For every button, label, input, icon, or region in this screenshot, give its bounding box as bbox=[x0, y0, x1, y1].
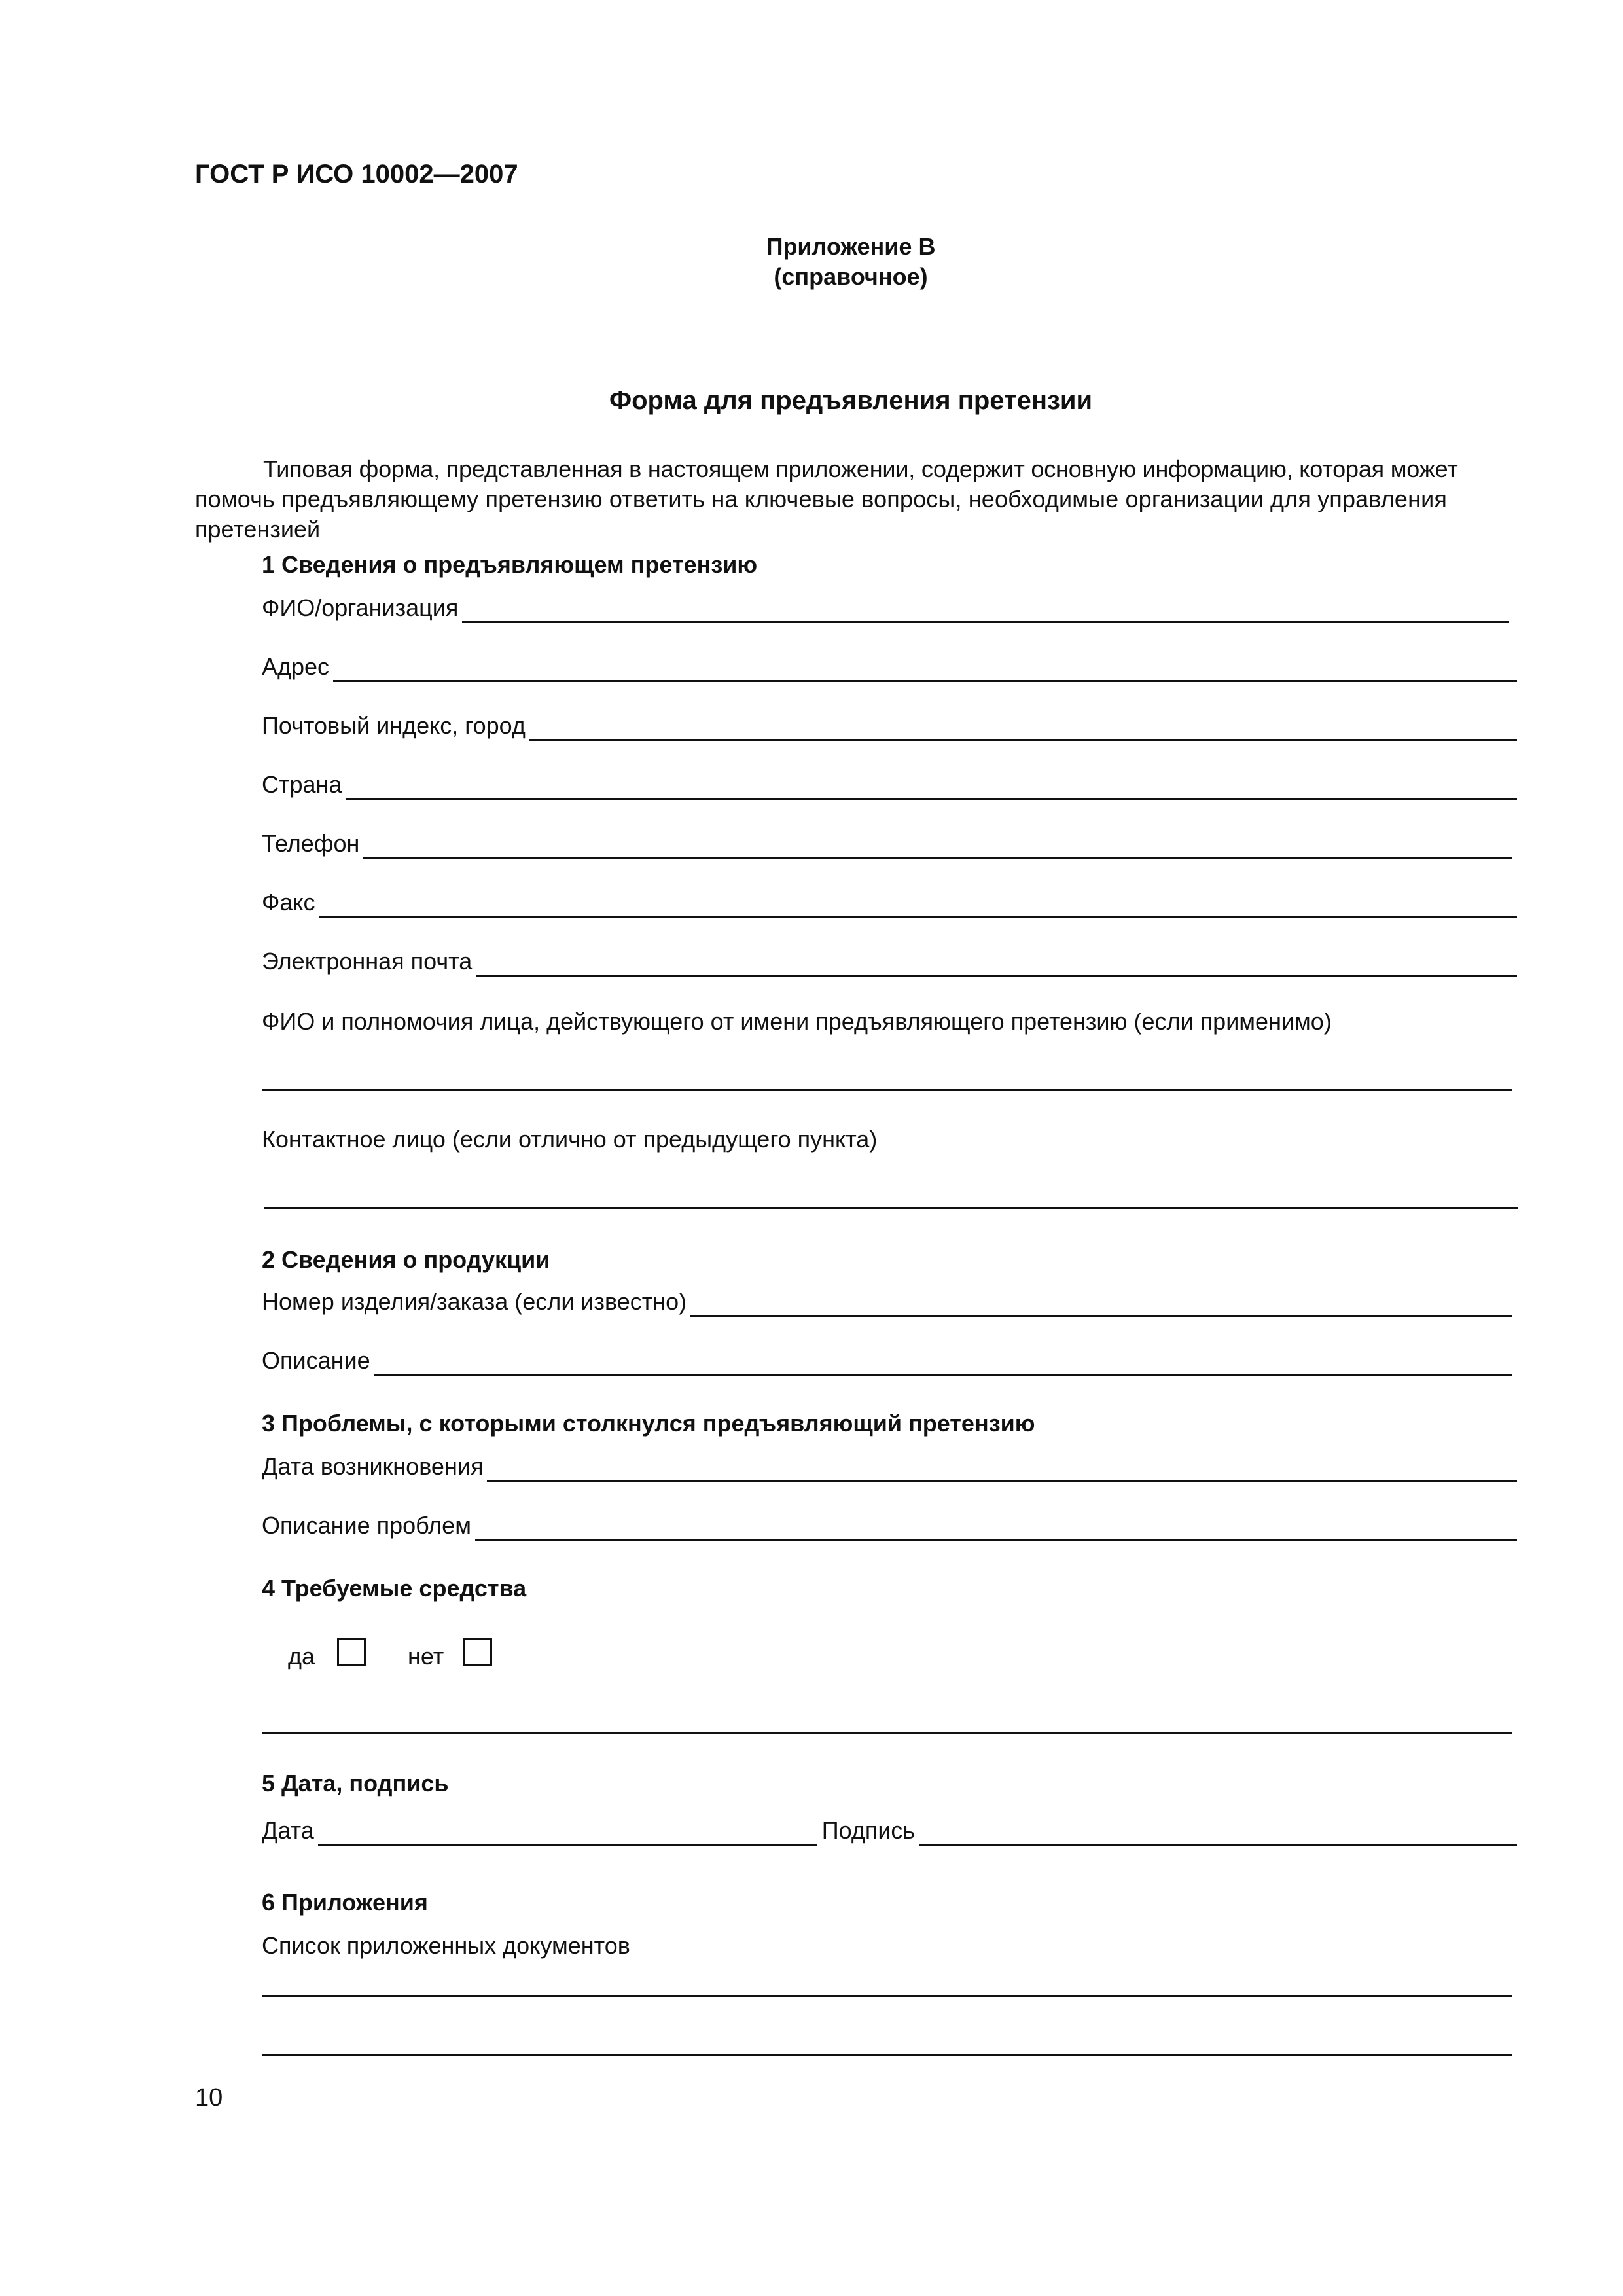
attachments-list-label: Список приложенных документов bbox=[262, 1932, 630, 1959]
section-2-heading: 2 Сведения о продукции bbox=[262, 1246, 550, 1273]
occurrence-date-label: Дата возникновения bbox=[262, 1453, 484, 1480]
country-label: Страна bbox=[262, 771, 342, 798]
occurrence-date-line[interactable] bbox=[487, 1459, 1517, 1482]
page-number: 10 bbox=[195, 2084, 223, 2111]
section-1-heading: 1 Сведения о предъявляющем претензию bbox=[262, 551, 758, 578]
section-3-heading: 3 Проблемы, с которыми столкнулся предъявляющий претензию bbox=[262, 1410, 1035, 1437]
signature-label: Подпись bbox=[821, 1817, 916, 1844]
remedy-options bbox=[288, 1634, 492, 1670]
email-label: Электронная почта bbox=[262, 948, 473, 975]
country-line[interactable] bbox=[346, 777, 1517, 800]
email-line[interactable] bbox=[476, 954, 1517, 977]
appendix-type: (справочное) bbox=[774, 263, 928, 290]
problem-description-field[interactable] bbox=[262, 1511, 1517, 1541]
no-label: нет bbox=[408, 1643, 444, 1670]
fio-field[interactable] bbox=[262, 593, 1509, 623]
no-checkbox[interactable] bbox=[463, 1638, 492, 1666]
yes-checkbox[interactable] bbox=[337, 1638, 366, 1666]
fax-line[interactable] bbox=[319, 895, 1517, 918]
intro-line-1: Типовая форма, представленная в настоящем приложении, содержит основную информацию, которая может bbox=[263, 456, 1458, 482]
phone-field[interactable] bbox=[262, 829, 1512, 859]
representative-label: ФИО и полномочия лица, действующего от имени предъявляющего претензию (если применимо) bbox=[262, 1008, 1332, 1035]
fio-line[interactable] bbox=[462, 600, 1509, 623]
section-5-heading: 5 Дата, подпись bbox=[262, 1770, 449, 1797]
yes-label: да bbox=[288, 1643, 315, 1670]
occurrence-date-field[interactable] bbox=[262, 1452, 1517, 1482]
intro-line-2: помочь предъявляющему претензию ответить на ключевые вопросы, необходимые организации для управления bbox=[195, 486, 1447, 512]
postal-city-line[interactable] bbox=[529, 718, 1517, 741]
date-signature-row bbox=[262, 1816, 1517, 1846]
section-6-heading: 6 Приложения bbox=[262, 1889, 428, 1916]
email-field[interactable] bbox=[262, 946, 1517, 977]
address-field[interactable] bbox=[262, 652, 1517, 682]
document-code: ГОСТ Р ИСО 10002—2007 bbox=[195, 160, 518, 188]
postal-city-label: Почтовый индекс, город bbox=[262, 712, 526, 739]
product-description-field[interactable] bbox=[262, 1346, 1512, 1376]
product-description-label: Описание bbox=[262, 1347, 370, 1374]
sign-date-line[interactable] bbox=[318, 1823, 817, 1846]
address-label: Адрес bbox=[262, 653, 330, 680]
representative-line[interactable] bbox=[262, 1089, 1512, 1091]
sign-date-label: Дата bbox=[262, 1817, 314, 1844]
product-description-line[interactable] bbox=[374, 1353, 1512, 1376]
contact-person-line[interactable] bbox=[264, 1207, 1518, 1209]
attachments-line-1[interactable] bbox=[262, 1995, 1512, 1997]
fio-label: ФИО/организация bbox=[262, 594, 459, 621]
intro-paragraph bbox=[195, 454, 1517, 545]
attachments-line-2[interactable] bbox=[262, 2054, 1512, 2056]
remedy-details-line[interactable] bbox=[262, 1732, 1512, 1734]
item-number-line[interactable] bbox=[690, 1294, 1512, 1317]
problem-description-label: Описание проблем bbox=[262, 1512, 471, 1539]
address-line[interactable] bbox=[333, 659, 1517, 682]
postal-city-field[interactable] bbox=[262, 711, 1517, 741]
intro-line-3: претензией bbox=[195, 516, 321, 543]
item-number-field[interactable] bbox=[262, 1287, 1512, 1317]
contact-person-label: Контактное лицо (если отлично от предыдущего пункта) bbox=[262, 1126, 878, 1153]
fax-label: Факс bbox=[262, 889, 315, 916]
item-number-label: Номер изделия/заказа (если известно) bbox=[262, 1288, 687, 1315]
form-title: Форма для предъявления претензии bbox=[609, 386, 1093, 415]
signature-line[interactable] bbox=[919, 1823, 1517, 1846]
fax-field[interactable] bbox=[262, 888, 1517, 918]
appendix-title: Приложение В bbox=[766, 233, 936, 260]
country-field[interactable] bbox=[262, 770, 1517, 800]
problem-description-line[interactable] bbox=[475, 1518, 1517, 1541]
section-4-heading: 4 Требуемые средства bbox=[262, 1575, 527, 1602]
phone-label: Телефон bbox=[262, 830, 360, 857]
phone-line[interactable] bbox=[363, 836, 1512, 859]
